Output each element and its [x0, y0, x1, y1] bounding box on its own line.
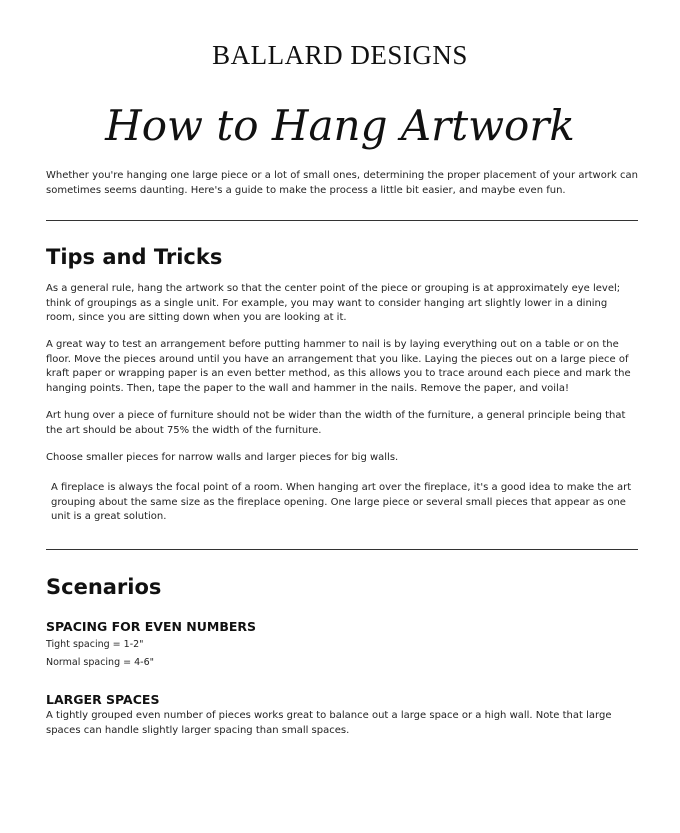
section-divider — [46, 220, 638, 221]
larger-spaces-text: A tightly grouped even number of pieces works great to balance out a large space or a high wall. Note that large spaces can handle slightly larger spacing than small spaces. — [46, 710, 612, 736]
tips-heading: Tips and Tricks — [46, 245, 223, 269]
tip-paragraph: Choose smaller pieces for narrow walls and larger pieces for big walls. — [46, 452, 399, 463]
tight-spacing-text: Tight spacing = 1-2" — [46, 639, 144, 650]
intro-paragraph: Whether you're hanging one large piece or a lot of small ones, determining the proper placement of your artwork can sometimes seems daunting. Here's a guide to make the process a little bit easier, and maybe even fun. — [46, 170, 638, 196]
tip-paragraph: Art hung over a piece of furniture should not be wider than the width of the furniture, a general principle being that the art should be about 75% the width of the furniture. — [46, 410, 626, 436]
brand-logo: BALLARD DESIGNS — [212, 40, 468, 70]
tip-paragraph: A fireplace is always the focal point of a room. When hanging art over the fireplace, it's a good idea to make the art grouping about the same size as the fireplace opening. One large piece or several small pieces that appear as one unit is a great solution. — [51, 482, 632, 522]
scenarios-heading: Scenarios — [46, 575, 162, 599]
page-title: How to Hang Artwork — [105, 101, 575, 150]
larger-spaces-heading: LARGER SPACES — [46, 692, 160, 707]
section-divider — [46, 549, 638, 550]
even-spacing-heading: SPACING FOR EVEN NUMBERS — [46, 619, 257, 634]
normal-spacing-text: Normal spacing = 4-6" — [46, 657, 154, 668]
tip-paragraph: As a general rule, hang the artwork so that the center point of the piece or grouping is at approximately eye level; think of groupings as a single unit. For example, you may want to consider hanging art slightly lower in a dining room, since you are sitting down when you are looking at it. — [46, 283, 621, 323]
tip-paragraph: A great way to test an arrangement before putting hammer to nail is by laying everything out on a table or on the floor. Move the pieces around until you have an arrangement that you like. Laying the pieces out on a large piece of kraft paper or wrapping paper is an even better method, as this allows you to trace around each piece and mark the hanging points. Then, tape the paper to the wall and hammer in the nails. Remove the paper, and voila! — [46, 339, 631, 394]
